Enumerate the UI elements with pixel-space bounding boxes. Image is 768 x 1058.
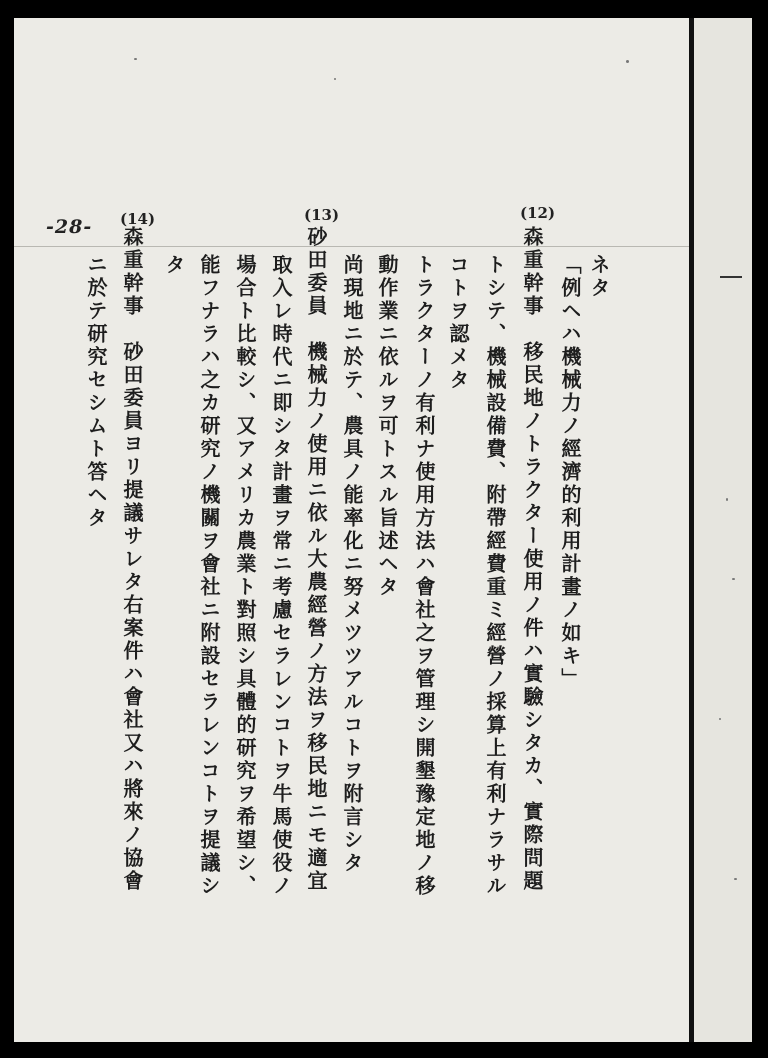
item-number-13: (13) xyxy=(304,206,340,224)
text-column: 場合ト比較シ、又アメリカ農業ト對照シ具體的研究ヲ希望シ、 xyxy=(233,254,257,898)
margin-dash xyxy=(720,276,742,278)
text-column: ネタ xyxy=(587,254,611,300)
paper-speck xyxy=(719,718,721,720)
text-column: 森重幹事 砂田委員ヨリ提議サレタ右案件ハ會社又ハ將來ノ協會 xyxy=(120,226,144,893)
paper-speck xyxy=(732,578,735,580)
text-column: 「例ヘハ機械力ノ經濟的利用計畫ノ如キ」 xyxy=(558,254,582,691)
item-number-12: (12) xyxy=(520,204,556,222)
item-number-14: (14) xyxy=(120,210,156,228)
text-column: タ xyxy=(162,254,186,277)
text-column: 森重幹事 移民地ノトラクター使用ノ件ハ實驗シタカ、實際問題 xyxy=(520,226,544,893)
page-number: -28- xyxy=(46,216,93,238)
paper-speck xyxy=(626,60,629,63)
text-column: 動作業ニ依ルヲ可トスル旨述ヘタ xyxy=(375,254,399,599)
text-column: コトヲ認メタ xyxy=(446,254,470,392)
text-column: トラクターノ有利ナ使用方法ハ會社之ヲ管理シ開墾豫定地ノ移 xyxy=(412,254,436,898)
document-page xyxy=(14,18,752,1042)
paper-speck xyxy=(726,498,728,501)
paper-speck xyxy=(134,58,137,60)
text-column: 取入レ時代ニ即シタ計畫ヲ常ニ考慮セラレンコトヲ牛馬使役ノ xyxy=(269,254,293,898)
margin-strip xyxy=(694,18,752,1042)
text-column: ニ於テ研究セシムト答ヘタ xyxy=(84,254,108,530)
text-column: トシテ、機械設備費、附帶經費重ミ經營ノ採算上有利ナラサル xyxy=(483,254,507,898)
text-column: 能フナラハ之カ研究ノ機關ヲ會社ニ附設セラレンコトヲ提議シ xyxy=(197,254,221,898)
text-column: 砂田委員 機械力ノ使用ニ依ル大農經營ノ方法ヲ移民地ニモ適宜 xyxy=(304,226,328,893)
text-column: 尚現地ニ於テ、農具ノ能率化ニ努メツツアルコトヲ附言シタ xyxy=(340,254,364,875)
paper-speck xyxy=(734,878,737,880)
paper-speck xyxy=(334,78,336,80)
